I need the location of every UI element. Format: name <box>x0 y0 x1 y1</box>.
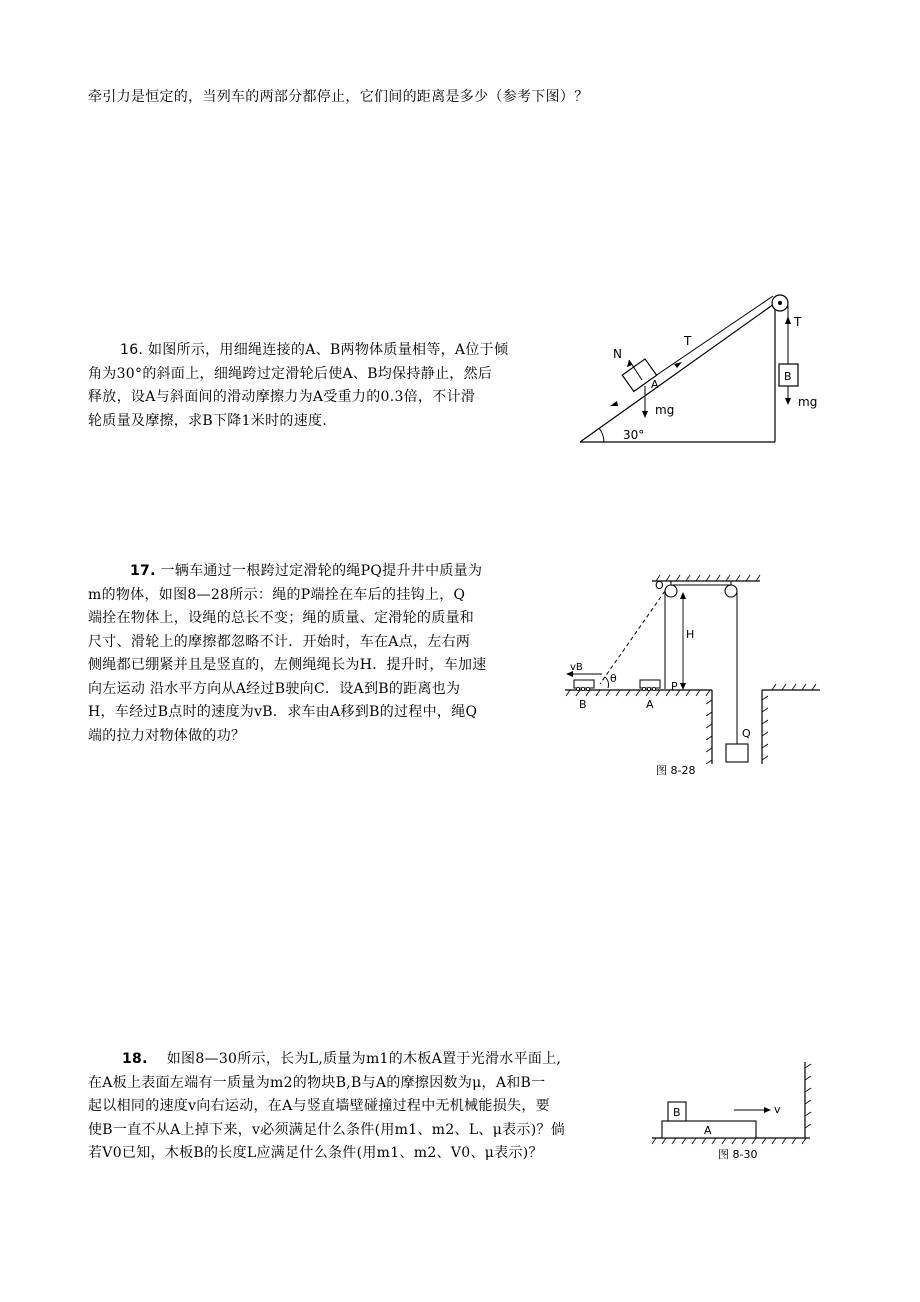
q18-figure-board <box>650 1060 820 1170</box>
q17-line-6: 向左运动 沿水平方向从A经过B驶向C．设A到B的距离也为 <box>88 680 461 697</box>
car-a-wheel-3 <box>652 687 655 690</box>
label-mg-b: mg <box>798 395 818 409</box>
car-a <box>640 680 660 688</box>
car-a-wheel-2 <box>647 687 650 690</box>
label-b: B <box>784 370 792 383</box>
q16-line-1-text: 如图所示，用细绳连接的A、B两物体质量相等，A位于倾 <box>147 342 509 358</box>
label-a: A <box>646 698 654 711</box>
angle-arc <box>599 428 604 442</box>
q16-text <box>88 339 508 433</box>
incline-surface <box>580 304 774 442</box>
q18-line-1-text: 如图8—30所示，长为L,质量为m1的木板A置于光滑水平面上, <box>166 1051 562 1067</box>
q16-line-4: 轮质量及摩擦，求B下降1米时的速度. <box>88 412 328 429</box>
friction-arrowhead <box>610 401 618 406</box>
car-b-wheel-1 <box>576 687 579 690</box>
rope-dashed-to-b <box>600 591 665 684</box>
label-o: O <box>655 579 664 592</box>
q17-line-3: 端拴在物体上，设绳的总长不变；绳的质量、定滑轮的质量和 <box>88 610 475 626</box>
well-left-hatch <box>706 700 712 764</box>
q15-line: 牵引力是恒定的，当列车的两部分都停止，它们间的距离是多少（参考下图）？ <box>88 89 589 105</box>
label-theta: θ <box>610 672 617 685</box>
h-arrow-bottom <box>680 683 686 690</box>
floor-hatch <box>652 1138 806 1144</box>
label-n: N <box>613 347 622 361</box>
label-t-incline: T <box>684 334 692 348</box>
tension-arrowhead-hang <box>785 316 791 324</box>
q18-line-3: 起以相同的速度v向右运动，在A与竖直墙壁碰撞过程中无机械能损失，要 <box>88 1098 550 1114</box>
label-b: B <box>673 1106 681 1119</box>
label-a: A <box>704 1124 712 1137</box>
q18-line-4: 使B一直不从A上掉下来，v必须满足什么条件(用m1、m2、L、μ表示)？倘 <box>88 1121 566 1138</box>
q17-line-1 <box>88 560 487 584</box>
rope-incline <box>642 296 773 385</box>
object-q <box>726 744 748 762</box>
car-b-wheel-2 <box>581 687 584 690</box>
weight-arrowhead-b <box>785 398 791 405</box>
q17-line-1-text: 一辆车通过一根跨过定滑轮的绳PQ提升井中质量为 <box>160 563 483 579</box>
car-b-wheel-3 <box>586 687 589 690</box>
theta-arc <box>605 677 609 688</box>
well-right-hatch <box>762 684 816 760</box>
q17-line-7: H，车经过B点时的速度为vB．求车由A移到B的过程中，绳Q <box>88 704 478 720</box>
label-mg-a: mg <box>655 403 675 417</box>
label-a: A <box>651 378 659 391</box>
velocity-arrowhead <box>764 1107 771 1113</box>
q18-line-2: 在A板上表面左端有一质量为m2的物块B,B与A的摩擦因数为μ，A和B一 <box>88 1074 546 1091</box>
q18-line-5: 若V0已知，木板B的长度L应满足什么条件(用m1、m2、V0、μ表示)？ <box>88 1145 543 1161</box>
label-angle: 30° <box>623 428 645 442</box>
q16-number: 16. <box>120 342 144 358</box>
ceiling-hatch <box>656 575 760 581</box>
label-v: v <box>774 1103 781 1116</box>
pulley-left <box>665 585 677 597</box>
q18-text <box>88 1048 565 1166</box>
q17-figure-well <box>560 572 830 787</box>
h-arrow-top <box>680 592 686 599</box>
pulley-axle <box>778 301 782 305</box>
q16-line-1 <box>88 339 508 363</box>
q17-number: 17. <box>130 563 156 579</box>
car-b <box>574 680 594 688</box>
q16-line-2: 角为30°的斜面上，细绳跨过定滑轮后使A、B均保持静止，然后 <box>88 365 493 382</box>
q16-figure-incline <box>570 290 830 450</box>
label-b: B <box>579 698 587 711</box>
pulley-right <box>725 585 737 597</box>
label-vb: vB <box>570 662 583 673</box>
label-p: P <box>671 680 678 693</box>
q16-line-3: 释放，设A与斜面间的滑动摩擦力为A受重力的0.3倍，不计滑 <box>88 389 476 405</box>
q18-line-1 <box>88 1048 565 1072</box>
wall-hatch <box>805 1064 811 1128</box>
q18-number: 18. <box>122 1051 148 1067</box>
q17-line-8: 端的拉力对物体做的功？ <box>88 727 246 744</box>
label-h: H <box>686 628 695 641</box>
car-a-wheel-1 <box>642 687 645 690</box>
figure-caption-8-30: 图 8-30 <box>718 1148 758 1161</box>
label-t-hang: T <box>794 315 802 329</box>
label-q: Q <box>742 727 751 740</box>
q15-text <box>88 86 589 110</box>
q17-line-5: 侧绳都已绷紧并且是竖直的，左侧绳绳长为H．提升时，车加速 <box>88 657 487 673</box>
q17-text <box>88 560 487 748</box>
weight-arrowhead-a <box>642 411 648 418</box>
q17-line-4: 尺寸、滑轮上的摩擦都忽略不计．开始时，车在A点，左右两 <box>88 633 471 650</box>
q17-line-2: m的物体，如图8—28所示：绳的P端拴在车后的挂钩上，Q <box>88 586 466 603</box>
figure-caption-8-28: 图 8-28 <box>656 764 696 777</box>
